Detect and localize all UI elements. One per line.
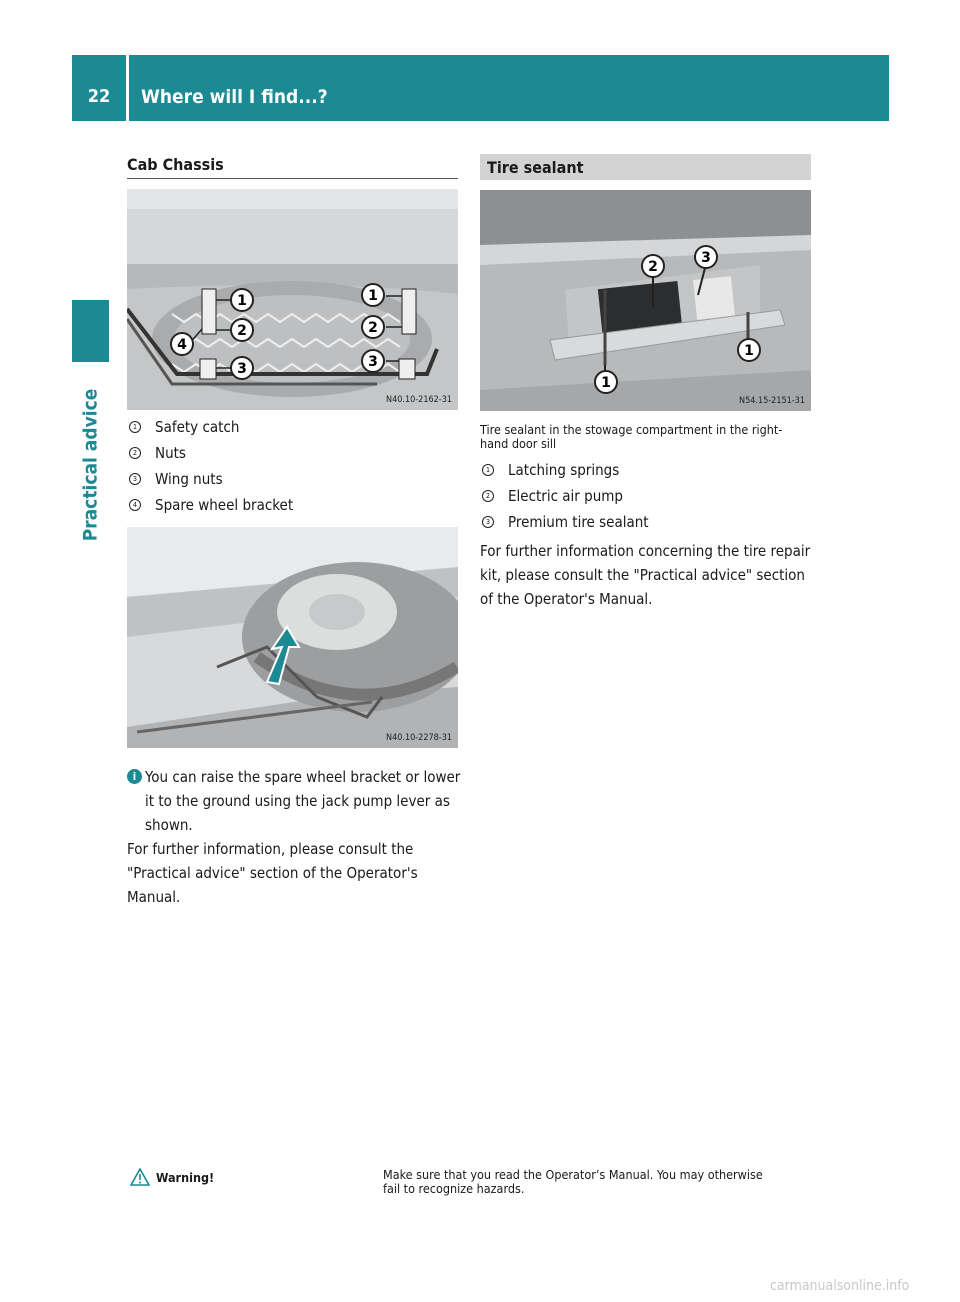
item-number: 2 <box>482 490 494 502</box>
info-note <box>127 765 467 837</box>
item-label: Spare wheel bracket <box>155 496 294 514</box>
callout-label: 3 <box>237 361 247 377</box>
side-tab-block <box>72 300 109 362</box>
tire-sealant-illustration <box>480 190 811 411</box>
spare-wheel-photo-illustration <box>127 527 458 748</box>
list-item <box>480 457 649 483</box>
page-number: 22 <box>87 86 111 107</box>
callout-label: 2 <box>237 323 247 339</box>
list-item <box>127 414 293 440</box>
figure-caption: Tire sealant in the stowage compartment in the right-hand door sill <box>480 422 783 451</box>
section-title: Where will I find...? <box>141 86 328 108</box>
item-number: 3 <box>129 473 141 485</box>
figure-code: N54.15-2151-31 <box>739 396 805 406</box>
figure-code: N40.10-2162-31 <box>386 395 452 405</box>
header-divider <box>126 55 129 121</box>
watermark: carmanualsonline.info <box>770 1278 910 1294</box>
callout-label: 3 <box>368 354 378 370</box>
side-tab-label: Practical advice <box>79 388 102 541</box>
list-item <box>480 509 649 535</box>
callout-label: 2 <box>368 320 378 336</box>
callout-label: 1 <box>237 293 247 309</box>
item-label: Premium tire sealant <box>508 513 649 531</box>
info-text: You can raise the spare wheel bracket or lower it to the ground using the jack pump lever as shown. <box>145 768 461 834</box>
heading-rule <box>127 178 458 179</box>
tire-sealant-figure <box>480 190 811 411</box>
item-number: 1 <box>482 464 494 476</box>
callout-label: 1 <box>744 343 754 359</box>
figure-code: N40.10-2278-31 <box>386 733 452 743</box>
list-item <box>127 492 293 518</box>
warning-label-group <box>130 1168 214 1186</box>
warning-triangle-icon <box>130 1168 150 1186</box>
item-label: Electric air pump <box>508 487 623 505</box>
item-label: Nuts <box>155 444 186 462</box>
list-item <box>127 440 293 466</box>
tire-sealant-heading: Tire sealant <box>480 154 811 180</box>
item-number: 2 <box>129 447 141 459</box>
item-number: 1 <box>129 421 141 433</box>
further-info-paragraph: For further information, please consult the "Practical advice" section of the Operator's Manual. <box>127 840 418 906</box>
item-label: Safety catch <box>155 418 240 436</box>
cab-chassis-legend <box>127 414 293 518</box>
tire-further-info-paragraph: For further information concerning the tire repair kit, please consult the "Practical advice" section of the Operator's Manual. <box>480 542 811 608</box>
list-item <box>127 466 293 492</box>
callout-label: 2 <box>648 259 658 275</box>
spare-wheel-illustration <box>127 189 458 410</box>
warning-text: Make sure that you read the Operator’s Manual. You may otherwise fail to recognize hazards. <box>383 1167 763 1196</box>
item-label: Wing nuts <box>155 470 223 488</box>
info-icon: i <box>127 769 142 784</box>
item-number: 4 <box>129 499 141 511</box>
callout-label: 3 <box>701 250 711 266</box>
side-tab <box>72 362 109 567</box>
warning-label: Warning! <box>156 1169 215 1185</box>
item-number: 3 <box>482 516 494 528</box>
callout-label: 1 <box>368 288 378 304</box>
item-label: Latching springs <box>508 461 620 479</box>
callout-label: 4 <box>177 337 187 353</box>
callout-label: 1 <box>601 375 611 391</box>
cab-chassis-heading: Cab Chassis <box>127 155 224 174</box>
spare-wheel-figure <box>127 189 458 410</box>
spare-wheel-photo <box>127 527 458 748</box>
tire-sealant-legend <box>480 457 649 535</box>
list-item <box>480 483 649 509</box>
